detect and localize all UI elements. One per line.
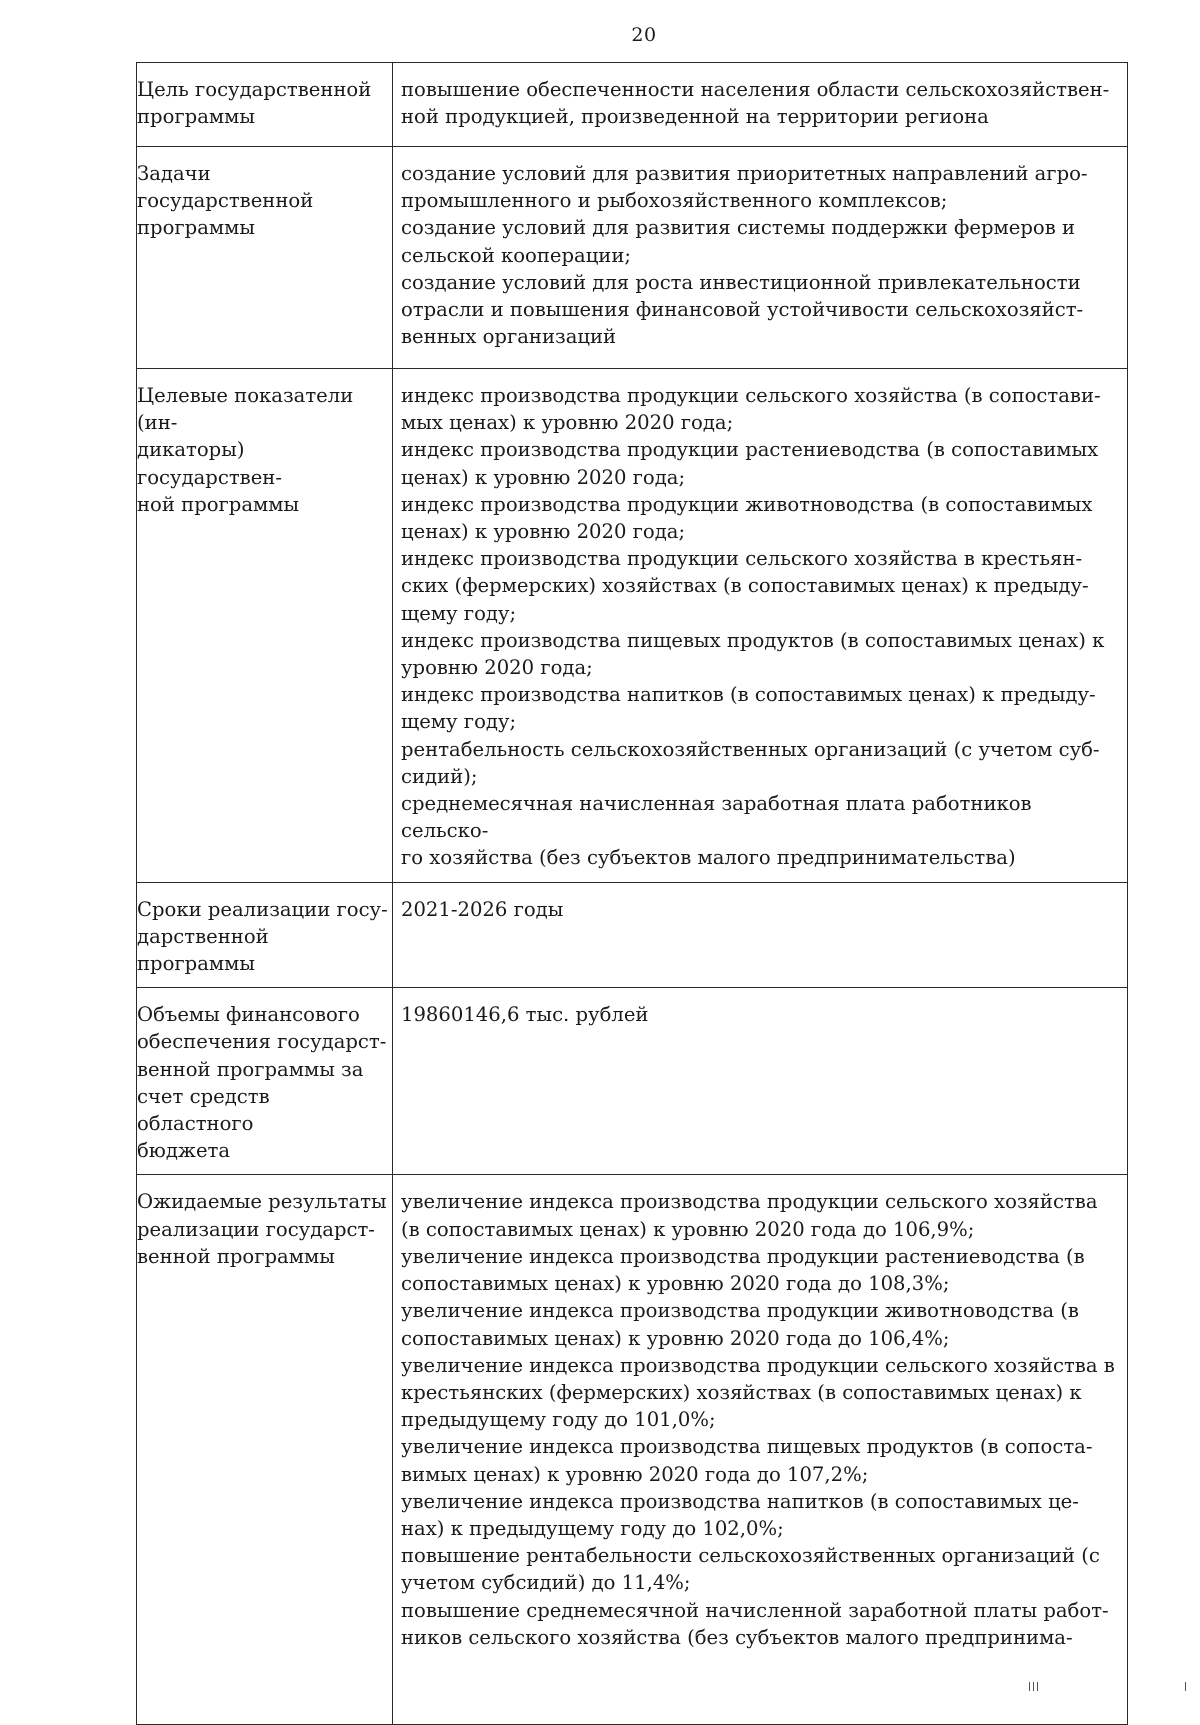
row-label <box>137 1175 393 1725</box>
value-line: повышение обеспеченности населения области сельскохозяйствен- <box>401 78 1110 101</box>
value-line: нах) к предыдущему году до 102,0%; <box>401 1516 784 1540</box>
value-line: сопоставимых ценах) к уровню 2020 года до 108,3%; <box>401 1272 950 1296</box>
row-value <box>393 63 1128 147</box>
value-line: увеличение индекса производства продукции сельского хозяйства в <box>401 1353 1115 1377</box>
label-line: венной программы за <box>137 1057 364 1081</box>
label-line: счет средств областного <box>137 1084 270 1136</box>
value-line: среднемесячная начисленная заработная плата работников сельско- <box>401 792 1032 843</box>
value-line: предыдущему году до 101,0%; <box>401 1408 716 1432</box>
row-label <box>137 369 393 883</box>
label-line: программы <box>137 105 255 129</box>
scan-mark <box>1029 1682 1030 1691</box>
label-line: Задачи государственной <box>137 162 314 213</box>
value-line: увеличение индекса производства продукции животноводства (в <box>401 1299 1079 1323</box>
value-line: сельской кооперации; <box>401 243 632 267</box>
value-line: венных организаций <box>401 325 617 349</box>
value-line: индекс производства пищевых продуктов (в сопоставимых ценах) к <box>401 628 1105 652</box>
scan-mark <box>1185 1682 1186 1691</box>
row-value <box>393 1175 1128 1725</box>
value-line: отрасли и повышения финансовой устойчивости сельскохозяйст- <box>401 298 1084 322</box>
value-line: ников сельского хозяйства (без субъектов малого предпринима- <box>401 1625 1073 1649</box>
scan-edge-marks <box>0 1679 1200 1691</box>
value-line: сопоставимых ценах) к уровню 2020 года до 106,4%; <box>401 1326 950 1350</box>
label-line: Объемы финансового <box>137 1003 360 1027</box>
row-value <box>393 147 1128 369</box>
value-line: ценах) к уровню 2020 года; <box>401 520 686 544</box>
value-line: индекс производства продукции сельского хозяйства (в сопостави- <box>401 384 1101 407</box>
value-line: щему году; <box>401 710 517 734</box>
value-line: ских (фермерских) хозяйствах (в сопоставимых ценах) к предыду- <box>401 574 1089 598</box>
value-line: учетом субсидий) до 11,4%; <box>401 1571 691 1595</box>
row-label <box>137 147 393 369</box>
label-line: Цель государственной <box>137 78 372 101</box>
label-line: обеспечения государст- <box>137 1030 387 1054</box>
value-line: рентабельность сельскохозяйственных организаций (с учетом суб- <box>401 737 1100 761</box>
value-line: ной продукцией, произведенной на территории региона <box>401 105 989 129</box>
row-label <box>137 63 393 147</box>
row-label <box>137 988 393 1175</box>
value-line: создание условий для роста инвестиционной привлекательности <box>401 270 1081 294</box>
value-line: увеличение индекса производства напитков (в сопоставимых це- <box>401 1489 1079 1513</box>
value-line: промышленного и рыбохозяйственного комплексов; <box>401 189 948 213</box>
table-row-tasks <box>137 147 1128 369</box>
value-line: ценах) к уровню 2020 года; <box>401 465 686 489</box>
value-line: крестьянских (фермерских) хозяйствах (в сопоставимых ценах) к <box>401 1380 1082 1404</box>
label-line: дикаторы) государствен- <box>137 438 282 489</box>
value-line: повышение среднемесячной начисленной заработной платы работ- <box>401 1598 1109 1622</box>
table-row-goal <box>137 63 1128 147</box>
value-line: сидий); <box>401 764 478 788</box>
label-line: бюджета <box>137 1139 231 1163</box>
value-line: индекс производства напитков (в сопоставимых ценах) к предыду- <box>401 683 1096 707</box>
table-row-indicators <box>137 369 1128 883</box>
value-line: увеличение индекса производства продукции сельского хозяйства <box>401 1190 1098 1214</box>
row-value <box>393 369 1128 883</box>
label-line: венной программы <box>137 1244 335 1268</box>
label-line: Сроки реализации госу- <box>137 897 388 921</box>
label-line: Ожидаемые результаты <box>137 1190 387 1214</box>
value-line: го хозяйства (без субъектов малого предпринимательства) <box>401 846 1016 870</box>
scan-mark <box>1037 1682 1038 1691</box>
page-number: 20 <box>631 24 657 46</box>
row-label <box>137 882 393 988</box>
value-line: щему году; <box>401 601 517 625</box>
value-line: 19860146,6 тыс. рублей <box>401 1003 649 1027</box>
value-line: мых ценах) к уровню 2020 года; <box>401 411 734 435</box>
value-line: (в сопоставимых ценах) к уровню 2020 года до 106,9%; <box>401 1217 975 1241</box>
value-line: индекс производства продукции сельского хозяйства в крестьян- <box>401 547 1083 571</box>
value-line: индекс производства продукции животноводства (в сопоставимых <box>401 492 1093 516</box>
value-line: повышение рентабельности сельскохозяйственных организаций (с <box>401 1544 1100 1568</box>
value-line: увеличение индекса производства пищевых продуктов (в сопоста- <box>401 1435 1093 1459</box>
label-line: Целевые показатели (ин- <box>137 384 354 435</box>
value-line: уровню 2020 года; <box>401 656 593 680</box>
table-row-funding <box>137 988 1128 1175</box>
value-line: индекс производства продукции растениеводства (в сопоставимых <box>401 438 1099 462</box>
value-line: 2021-2026 годы <box>401 897 564 921</box>
value-line: создание условий для развития приоритетных направлений агро- <box>401 162 1088 185</box>
label-line: дарственной программы <box>137 924 269 976</box>
label-line: ной программы <box>137 492 300 516</box>
value-line: вимых ценах) к уровню 2020 года до 107,2%; <box>401 1462 869 1486</box>
table-row-period <box>137 882 1128 988</box>
scan-mark <box>1033 1682 1034 1691</box>
value-line: создание условий для развития системы поддержки фермеров и <box>401 216 1076 240</box>
table-row-results <box>137 1175 1128 1725</box>
value-line: увеличение индекса производства продукции растениеводства (в <box>401 1244 1085 1268</box>
program-passport-table <box>136 62 1128 1725</box>
label-line: реализации государст- <box>137 1217 375 1241</box>
label-line: программы <box>137 216 255 240</box>
row-value <box>393 988 1128 1175</box>
row-value <box>393 882 1128 988</box>
